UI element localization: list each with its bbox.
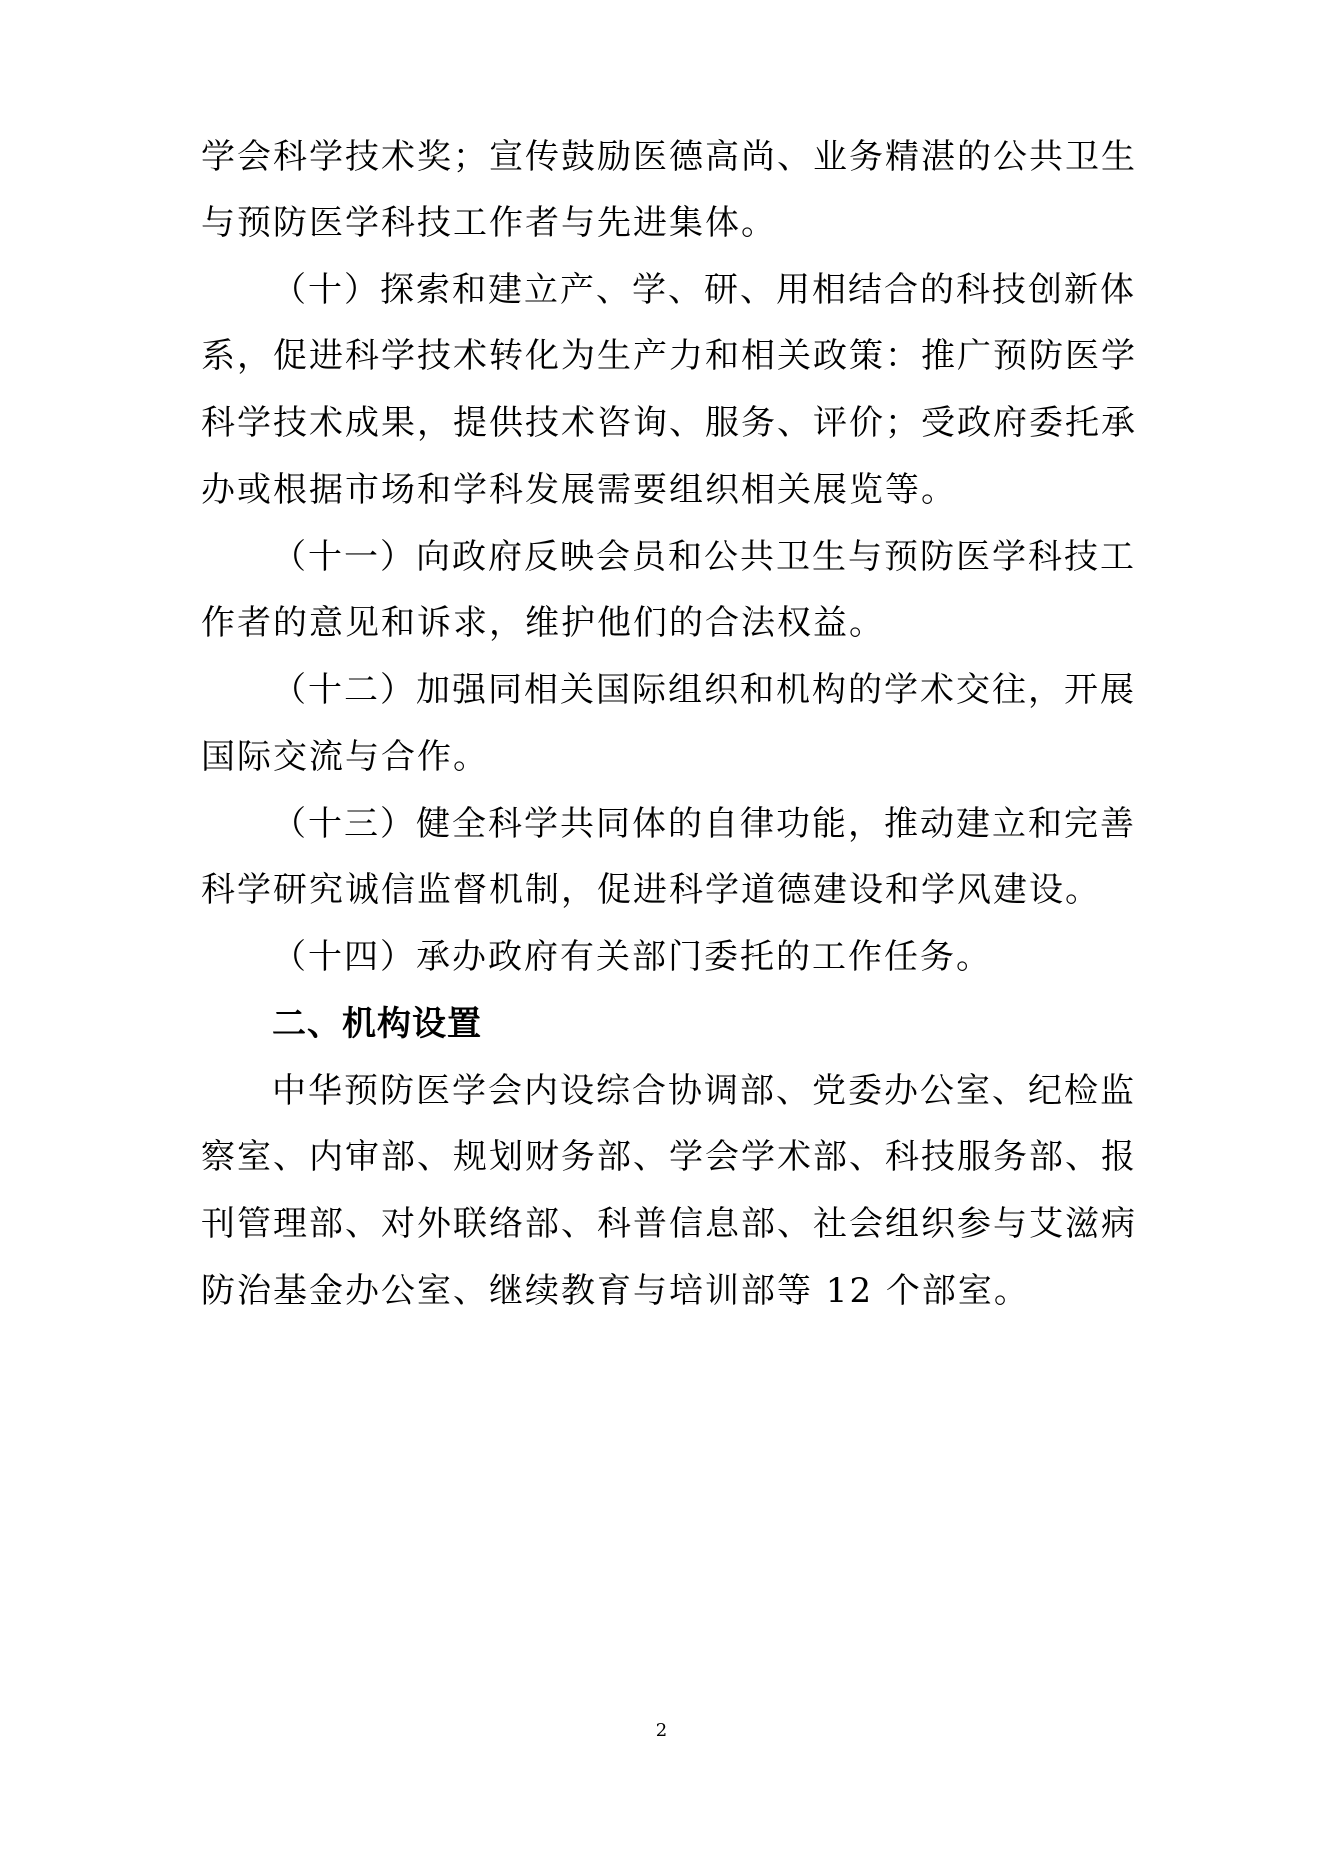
- text-line: （十四）承办政府有关部门委托的工作任务。: [272, 937, 992, 977]
- text-line: 防治基金办公室、继续教育与培训部等 12 个部室。: [201, 1271, 1030, 1311]
- text-line: （十）探索和建立产、学、研、用相结合的科技创新体: [272, 270, 1136, 310]
- text-line: 刊管理部、对外联络部、科普信息部、社会组织参与艾滋病: [201, 1204, 1137, 1244]
- text-line: 作者的意见和诉求，维护他们的合法权益。: [201, 603, 885, 643]
- text-line: 与预防医学科技工作者与先进集体。: [201, 203, 777, 243]
- text-line: 科学研究诚信监督机制，促进科学道德建设和学风建设。: [201, 870, 1101, 910]
- text-line: （十一）向政府反映会员和公共卫生与预防医学科技工: [272, 537, 1136, 577]
- text-line: 察室、内审部、规划财务部、学会学术部、科技服务部、报: [201, 1137, 1137, 1177]
- text-line: 国际交流与合作。: [201, 737, 489, 777]
- page-number: 2: [655, 1720, 668, 1741]
- text-line: （十三）健全科学共同体的自律功能，推动建立和完善: [272, 804, 1136, 844]
- text-line: 办或根据市场和学科发展需要组织相关展览等。: [201, 470, 957, 510]
- text-line: （十二）加强同相关国际组织和机构的学术交往，开展: [272, 670, 1136, 710]
- text-line: 科学技术成果，提供技术咨询、服务、评价；受政府委托承: [201, 403, 1137, 443]
- text-line: 学会科学技术奖；宣传鼓励医德高尚、业务精湛的公共卫生: [201, 137, 1137, 177]
- section-heading: 二、机构设置: [272, 1004, 482, 1044]
- text-line: 中华预防医学会内设综合协调部、党委办公室、纪检监: [272, 1071, 1136, 1111]
- text-line: 系，促进科学技术转化为生产力和相关政策：推广预防医学: [201, 336, 1137, 376]
